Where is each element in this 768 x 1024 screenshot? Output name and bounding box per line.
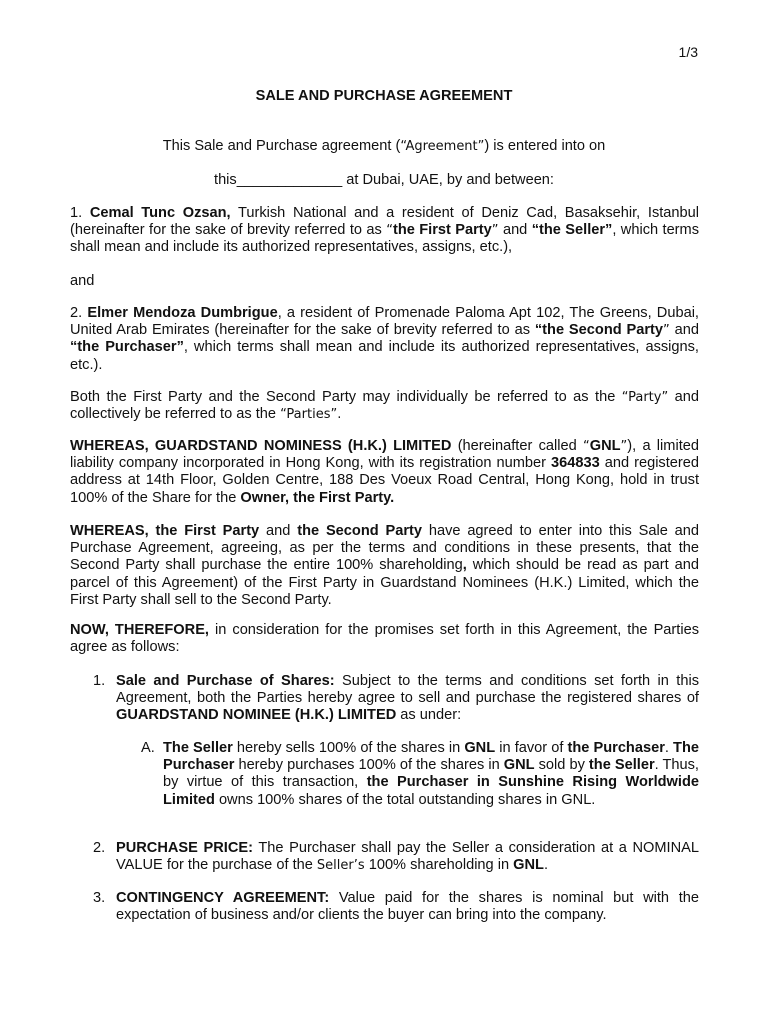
list-number: 2. (93, 840, 106, 856)
sub-item-letter: A. (141, 740, 155, 756)
list-item-body: PURCHASE PRICE: The Purchaser shall pay the Seller a consideration at a NOMINAL VALUE for the purchase of the Seller’s 100% shareholding in GNL. (116, 840, 699, 874)
page-number: 1/3 (678, 44, 698, 60)
whereas-1-paragraph: WHEREAS, GUARDSTAND NOMINESS (H.K.) LIMITED (hereinafter called “GNL”), a limited liability company incorporated in Hong Kong, with its registration number 364833 and registered address at 14th Floor, Golden Centre, 188 Des Voeux Road Central, Hong Kong, hold in trust 100% of the Share for the Owner, the First Party. (70, 438, 699, 506)
sub-item-body: The Seller hereby sells 100% of the shares in GNL in favor of the Purchaser. The Purchaser hereby purchases 100% of the shares in GNL sold by the Seller. Thus, by virtue of this transaction, the Purchaser in Sunshine Rising Worldwide Limited owns 100% shares of the total outstanding shares in GNL. (163, 740, 699, 808)
intro-line-1: This Sale and Purchase agreement (“Agreement”) is entered into on (162, 138, 606, 154)
list-item-body: Sale and Purchase of Shares: Subject to the terms and conditions set forth in this Agreement, both the Parties hereby agree to sell and purchase the registered shares of GUARDSTAND NOMINEE (H.K.) LIMITED as under: (116, 673, 699, 724)
and-text: and (70, 273, 95, 289)
both-parties-paragraph: Both the First Party and the Second Party may individually be referred to as the “Party” and collectively be referred to as the “Parties”. (70, 389, 699, 423)
list-item-sale-purchase (93, 673, 699, 725)
list-number: 1. (93, 673, 106, 689)
intro-line-2: this_____________ at Dubai, UAE, by and between: (214, 172, 554, 188)
party-2-paragraph: 2. Elmer Mendoza Dumbrigue, a resident of Promenade Paloma Apt 102, The Greens, Dubai, United Arab Emirates (hereinafter for the sake of brevity referred to as “the Second Party” and “the Purchaser”, which terms shall mean and include its authorized representatives, assigns, etc.). (70, 305, 700, 373)
sub-item-a (141, 740, 699, 809)
list-item-purchase-price (93, 840, 699, 874)
whereas-2-paragraph: WHEREAS, the First Party and the Second Party have agreed to enter into this Sale and Purchase Agreement, agreeing, as per the terms and conditions in these presents, that the Second Party shall purchase the entire 100% shareholding, which should be read as part and parcel of this Agreement) of the First Party in Guardstand Nominees (H.K.) Limited, which the First Party shall sell to the Second Party. (70, 523, 699, 608)
list-item-contingency (93, 890, 699, 924)
list-item-body: CONTINGENCY AGREEMENT: Value paid for the shares is nominal but with the expectation of business and/or clients the buyer can bring into the company. (116, 890, 699, 924)
list-number: 3. (93, 890, 106, 906)
document-title: SALE AND PURCHASE AGREEMENT (255, 88, 513, 104)
party-1-paragraph: 1. Cemal Tunc Ozsan, Turkish National and a resident of Deniz Cad, Basaksehir, Istanbul (hereinafter for the sake of brevity referred to as “the First Party” and “the Seller”, which terms shall mean and include its authorized representatives, assigns, etc.), (70, 205, 700, 256)
now-therefore-paragraph: NOW, THEREFORE, in consideration for the promises set forth in this Agreement, the Parties agree as follows: (70, 622, 699, 656)
